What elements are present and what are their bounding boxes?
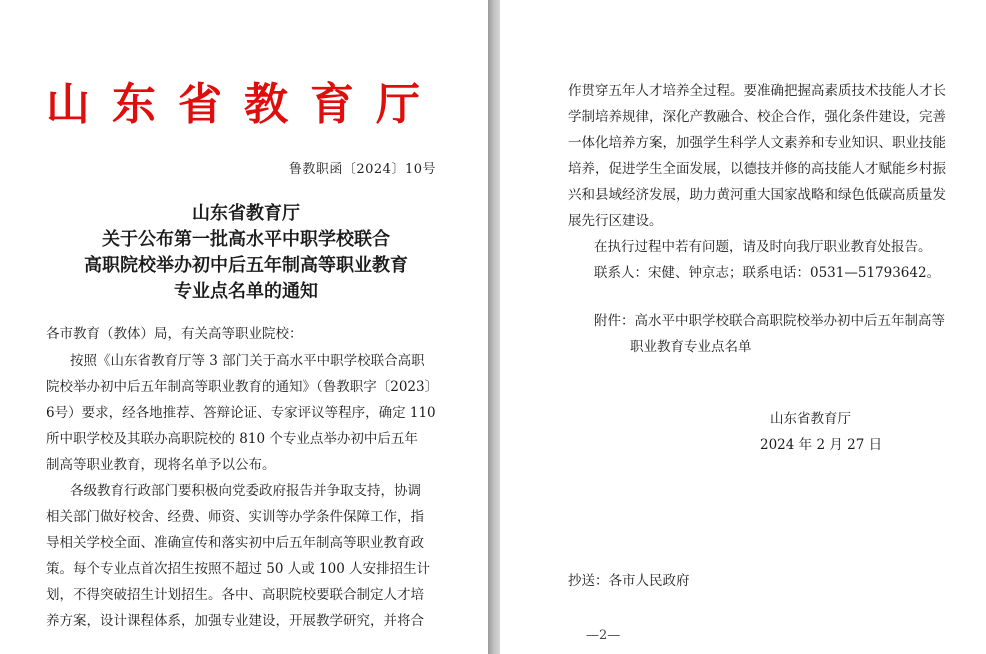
body-line: 策。每个专业点首次招生按照不超过 50 人或 100 人安排招生计: [46, 561, 431, 577]
document-page-right: [500, 0, 986, 654]
attachment-line: 职业教育专业点名单: [630, 339, 752, 355]
page-divider: [488, 0, 500, 654]
issuer-header: 山东省教育厅: [46, 79, 442, 130]
title-line: 关于公布第一批高水平中职学校联合: [102, 229, 390, 250]
document-page-left: [0, 0, 488, 654]
title-line: 高职院校举办初中后五年制高等职业教育: [84, 255, 408, 276]
body-line: 作贯穿五年人才培养全过程。要准确把握高素质技术技能人才长: [568, 83, 946, 99]
signature-org: 山东省教育厅: [770, 411, 851, 427]
body-line: 6号）要求，经各地推荐、答辩论证、专家评议等程序，确定 110: [46, 405, 436, 421]
body-line: 所中职学校及其联办高职院校的 810 个专业点举办初中后五年: [46, 431, 418, 447]
body-line: 划，不得突破招生计划招生。各中、高职院校要联合制定人才培: [46, 587, 424, 603]
body-line: 兴和县域经济发展，助力黄河重大国家战略和绿色低碳高质量发: [568, 187, 946, 203]
body-line: 学制培养规律，深化产教融合、校企合作，强化条件建设，完善: [568, 109, 946, 125]
body-line: 导相关学校全面、准确宣传和落实初中后五年制高等职业教育政: [46, 535, 424, 551]
salutation: 各市教育（教体）局，有关高等职业院校：: [46, 326, 303, 342]
body-line: 相关部门做好校舍、经费、师资、实训等办学条件保障工作，指: [46, 509, 424, 525]
title-line: 山东省教育厅: [192, 203, 300, 224]
cc-line: 抄送：各市人民政府: [568, 573, 690, 589]
title-line: 专业点名单的通知: [174, 281, 318, 302]
body-line: 展先行区建设。: [568, 213, 663, 229]
body-line: 制高等职业教育，现将名单予以公布。: [46, 457, 276, 473]
attachment-line: 附件：高水平中职学校联合高职院校举办初中后五年制高等: [594, 313, 945, 329]
body-line: 院校举办初中后五年制高等职业教育的通知》（鲁教职字〔2023〕: [46, 379, 439, 395]
document-title: [36, 201, 456, 305]
contact-info: 联系人：宋健、钟京志；联系电话：0531—51793642。: [594, 265, 941, 281]
document-number: 鲁教职函〔2024〕10号: [288, 162, 436, 177]
page-number: —2—: [586, 628, 621, 643]
signature-date: 2024 年 2 月 27 日: [760, 437, 883, 453]
body-line: 培养，促进学生全面发展，以德技并修的高技能人才赋能乡村振: [568, 161, 946, 177]
body-line: 一体化培养方案，加强学生科学人文素养和专业知识、职业技能: [568, 135, 946, 151]
body-line: 按照《山东省教育厅等 3 部门关于高水平中职学校联合高职: [70, 353, 425, 369]
body-line: 各级教育行政部门要积极向党委政府报告并争取支持，协调: [70, 483, 421, 499]
issue-report-note: 在执行过程中若有问题，请及时向我厅职业教育处报告。: [594, 239, 932, 255]
body-line: 养方案，设计课程体系，加强专业建设，开展教学研究，并将合: [46, 613, 424, 629]
